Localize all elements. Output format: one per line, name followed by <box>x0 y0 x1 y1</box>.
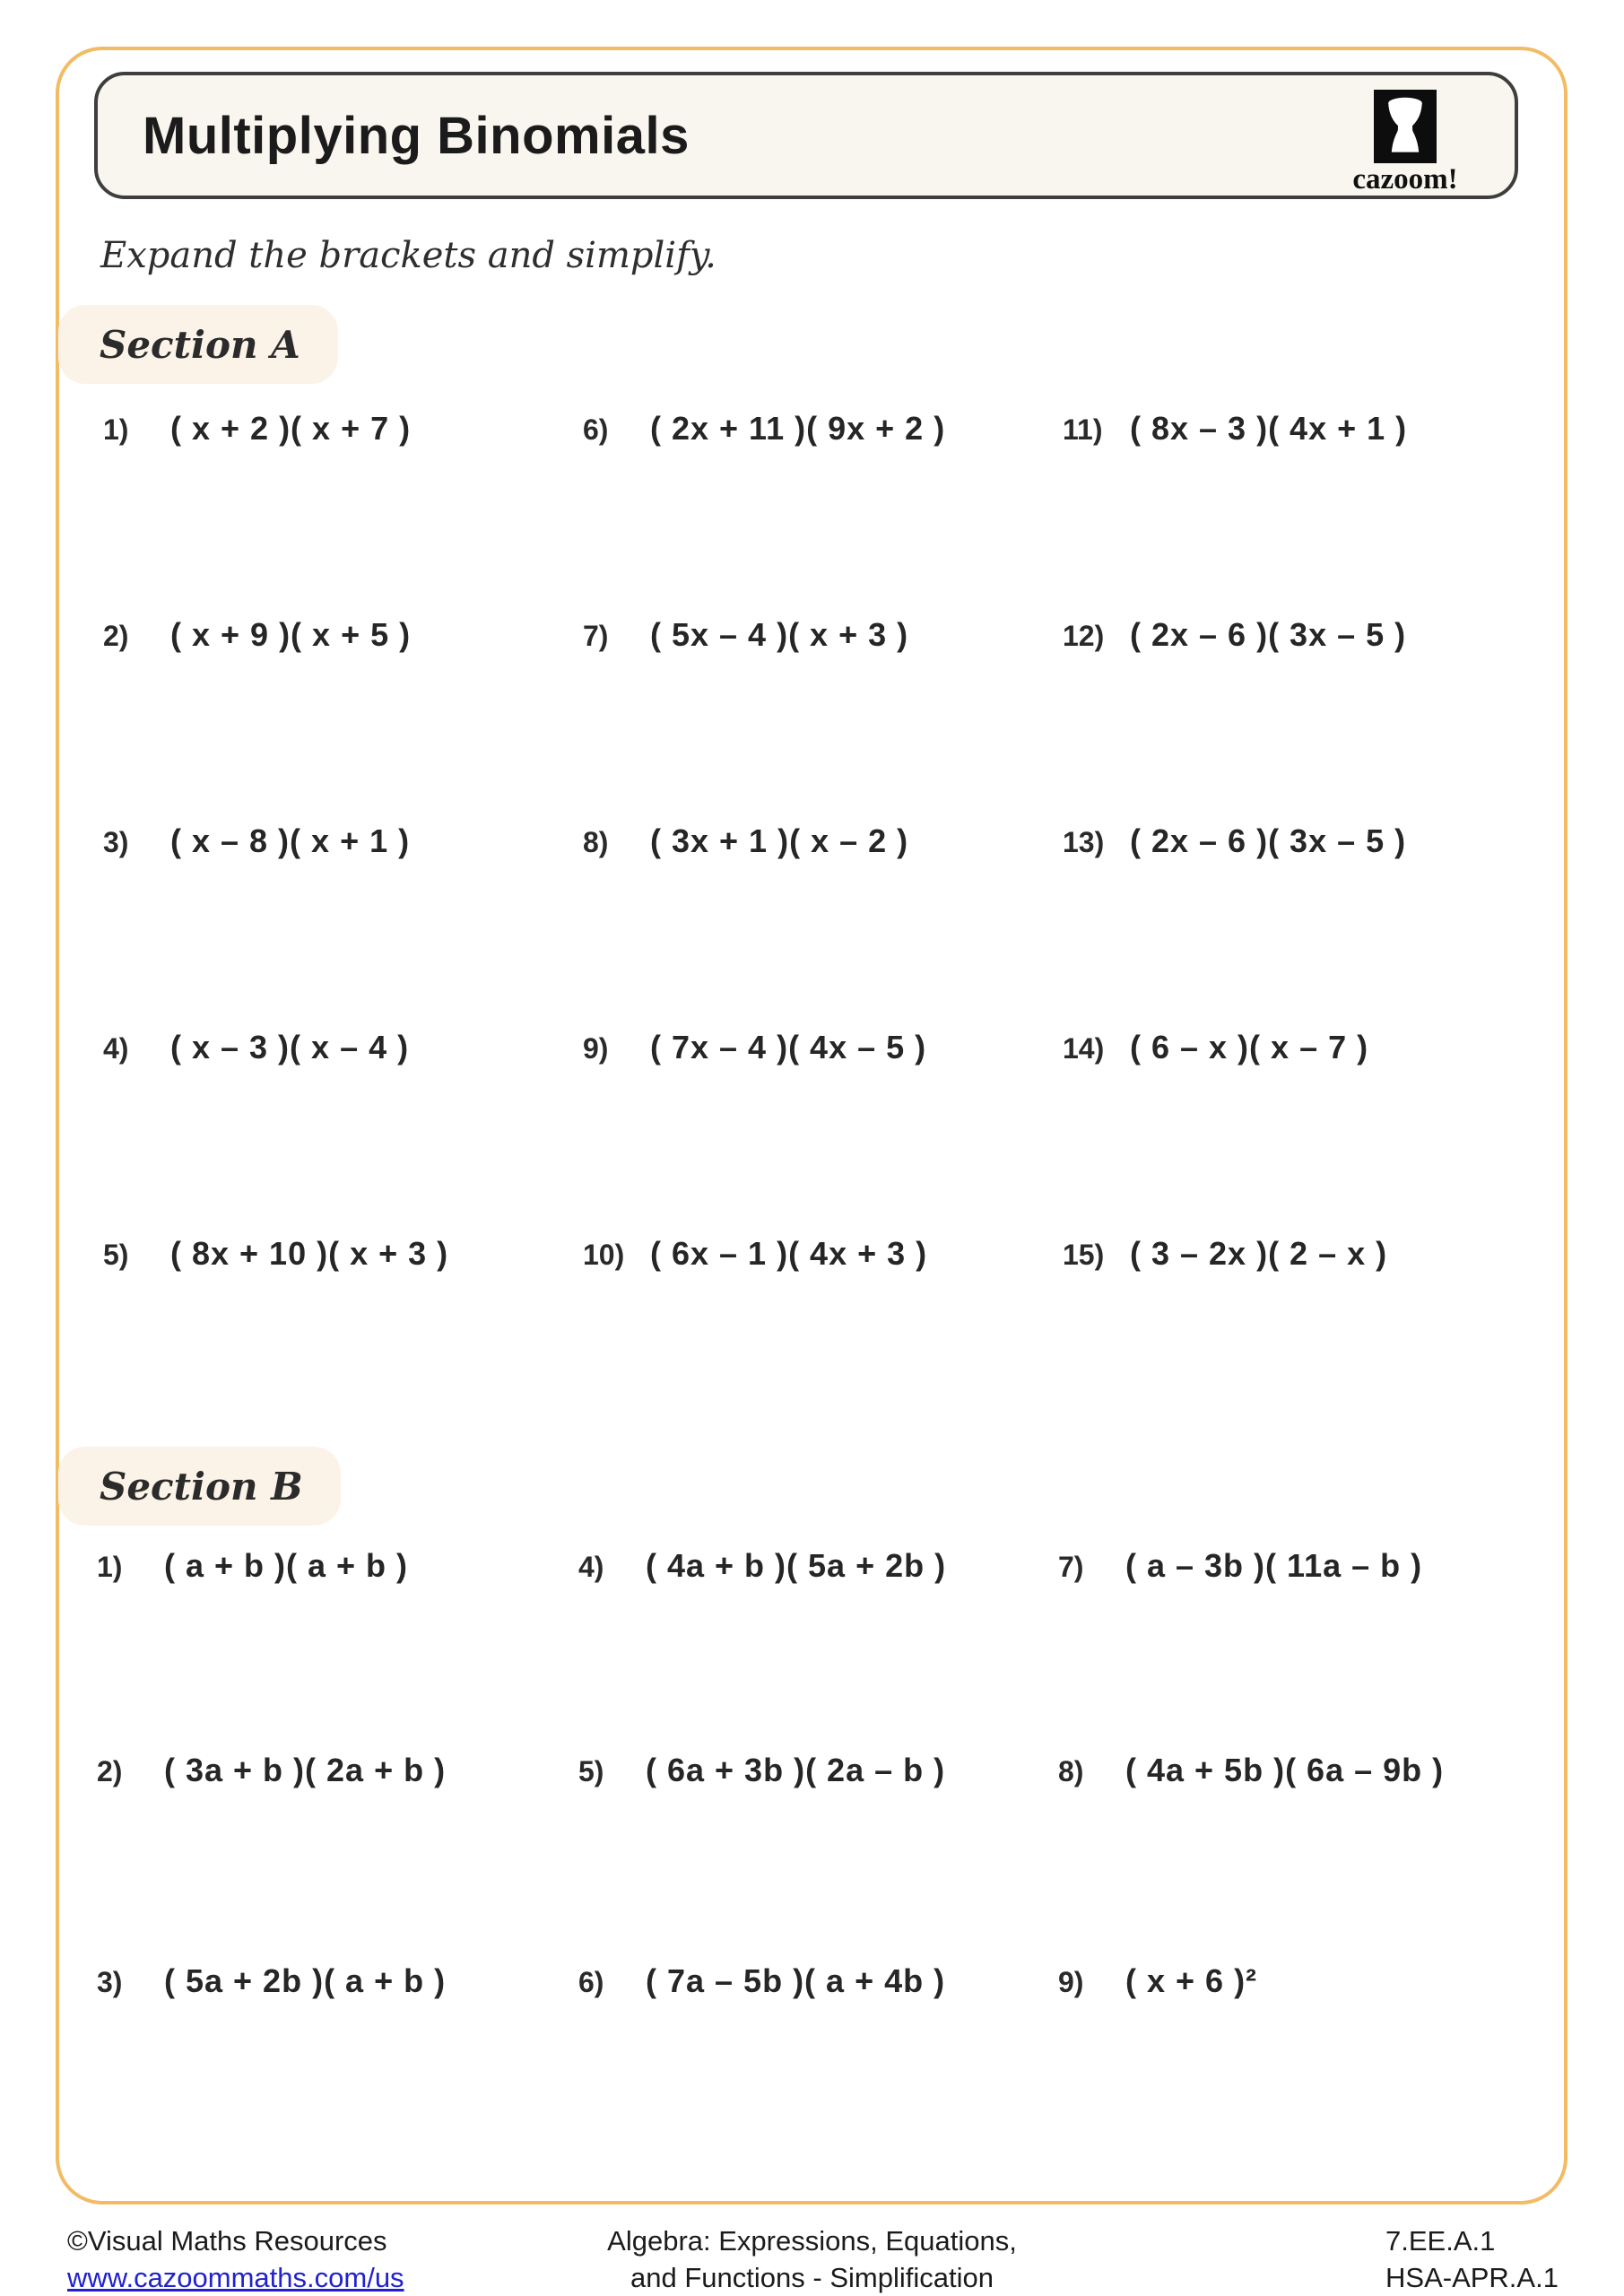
problem-a7 <box>583 616 908 654</box>
problem-a9 <box>583 1029 926 1066</box>
problem-number: 5) <box>103 1239 129 1271</box>
topic-line-2: and Functions - Simplification <box>630 2262 994 2293</box>
problem-a12 <box>1063 616 1406 654</box>
problem-a4 <box>103 1029 409 1066</box>
problem-expression: ( 5a + 2b )( a + b ) <box>164 1962 447 1999</box>
problem-number: 4) <box>103 1032 129 1065</box>
problem-b2 <box>97 1752 446 1789</box>
problem-number: 5) <box>578 1755 604 1787</box>
problem-a2 <box>103 616 411 654</box>
problem-number: 9) <box>583 1032 609 1065</box>
problem-number: 15) <box>1063 1239 1105 1271</box>
problem-b9 <box>1058 1962 1257 2000</box>
problem-expression: ( 3a + b )( 2a + b ) <box>164 1752 447 1788</box>
problem-expression: ( 8x + 10 )( x + 3 ) <box>170 1235 449 1272</box>
problem-number: 3) <box>103 826 129 858</box>
problem-expression: ( 4a + b )( 5a + 2b ) <box>646 1547 947 1584</box>
section-a-title: Section A <box>100 322 300 367</box>
problem-a8 <box>583 822 908 860</box>
problem-b7 <box>1058 1547 1422 1585</box>
cazoom-logo <box>1333 90 1477 196</box>
problem-expression: ( a + b )( a + b ) <box>164 1547 409 1584</box>
instructions: Expand the brackets and simplify. <box>100 235 716 276</box>
problem-expression: ( x + 9 )( x + 5 ) <box>170 616 412 653</box>
problem-b3 <box>97 1962 446 2000</box>
page-title: Multiplying Binomials <box>143 106 690 165</box>
website-link[interactable]: www.cazoommaths.com/us <box>67 2262 404 2293</box>
problem-a13 <box>1063 822 1406 860</box>
problem-b4 <box>578 1547 946 1585</box>
problem-number: 9) <box>1058 1966 1084 1998</box>
problem-a11 <box>1063 410 1407 448</box>
problem-number: 11) <box>1063 413 1103 446</box>
problem-expression: ( 6a + 3b )( 2a – b ) <box>646 1752 946 1788</box>
problem-expression: ( 3x + 1 )( x – 2 ) <box>650 822 909 859</box>
footer-topic <box>607 2222 1017 2296</box>
problem-expression: ( 6x – 1 )( 4x + 3 ) <box>650 1235 928 1272</box>
problem-expression: ( 2x – 6 )( 3x – 5 ) <box>1130 616 1407 653</box>
problem-number: 6) <box>578 1966 604 1998</box>
problem-a6 <box>583 410 945 448</box>
problem-number: 1) <box>97 1551 123 1583</box>
problem-a14 <box>1063 1029 1368 1066</box>
problem-expression: ( 8x – 3 )( 4x + 1 ) <box>1130 410 1408 447</box>
problem-expression: ( x – 3 )( x – 4 ) <box>170 1029 410 1065</box>
footer-standards <box>1385 2222 1559 2296</box>
footer-left <box>67 2222 404 2296</box>
problem-a15 <box>1063 1235 1387 1273</box>
problem-number: 2) <box>103 620 129 652</box>
section-b-title: Section B <box>100 1464 303 1509</box>
problem-expression: ( 7a – 5b )( a + 4b ) <box>646 1962 946 1999</box>
problem-expression: ( x + 6 )² <box>1125 1962 1258 1999</box>
problem-expression: ( x – 8 )( x + 1 ) <box>170 822 411 859</box>
problem-number: 4) <box>578 1551 604 1583</box>
problem-expression: ( 2x – 6 )( 3x – 5 ) <box>1130 822 1407 859</box>
copyright-text: ©Visual Maths Resources <box>67 2225 387 2257</box>
problem-expression: ( 3 – 2x )( 2 – x ) <box>1130 1235 1388 1272</box>
title-box <box>94 72 1518 199</box>
problem-expression: ( x + 2 )( x + 7 ) <box>170 410 412 447</box>
problem-b6 <box>578 1962 945 2000</box>
problem-number: 1) <box>103 413 129 446</box>
problem-a3 <box>103 822 410 860</box>
problem-a10 <box>583 1235 927 1273</box>
standard-code-1: 7.EE.A.1 <box>1385 2225 1496 2257</box>
problem-number: 14) <box>1063 1032 1105 1065</box>
problem-b5 <box>578 1752 945 1789</box>
problem-expression: ( 5x – 4 )( x + 3 ) <box>650 616 909 653</box>
problem-number: 7) <box>1058 1551 1084 1583</box>
standard-code-2: HSA-APR.A.1 <box>1385 2262 1559 2293</box>
drum-icon <box>1374 90 1437 163</box>
problem-number: 10) <box>583 1239 625 1271</box>
problem-number: 2) <box>97 1755 123 1787</box>
problem-number: 13) <box>1063 826 1105 858</box>
problem-a1 <box>103 410 411 448</box>
problem-number: 8) <box>583 826 609 858</box>
problem-expression: ( a – 3b )( 11a – b ) <box>1125 1547 1423 1584</box>
problem-b1 <box>97 1547 408 1585</box>
problem-number: 7) <box>583 620 609 652</box>
topic-line-1: Algebra: Expressions, Equations, <box>607 2225 1017 2257</box>
problem-number: 12) <box>1063 620 1105 652</box>
problem-expression: ( 7x – 4 )( 4x – 5 ) <box>650 1029 927 1065</box>
section-a-label <box>58 305 338 384</box>
problem-number: 3) <box>97 1966 123 1998</box>
problem-number: 6) <box>583 413 609 446</box>
problem-b8 <box>1058 1752 1444 1789</box>
problem-expression: ( 4a + 5b )( 6a – 9b ) <box>1125 1752 1445 1788</box>
problem-number: 8) <box>1058 1755 1084 1787</box>
problem-expression: ( 6 – x )( x – 7 ) <box>1130 1029 1369 1065</box>
problem-a5 <box>103 1235 448 1273</box>
problem-expression: ( 2x + 11 )( 9x + 2 ) <box>650 410 946 447</box>
logo-wordmark: cazoom! <box>1352 163 1458 196</box>
section-b-label <box>58 1447 341 1526</box>
